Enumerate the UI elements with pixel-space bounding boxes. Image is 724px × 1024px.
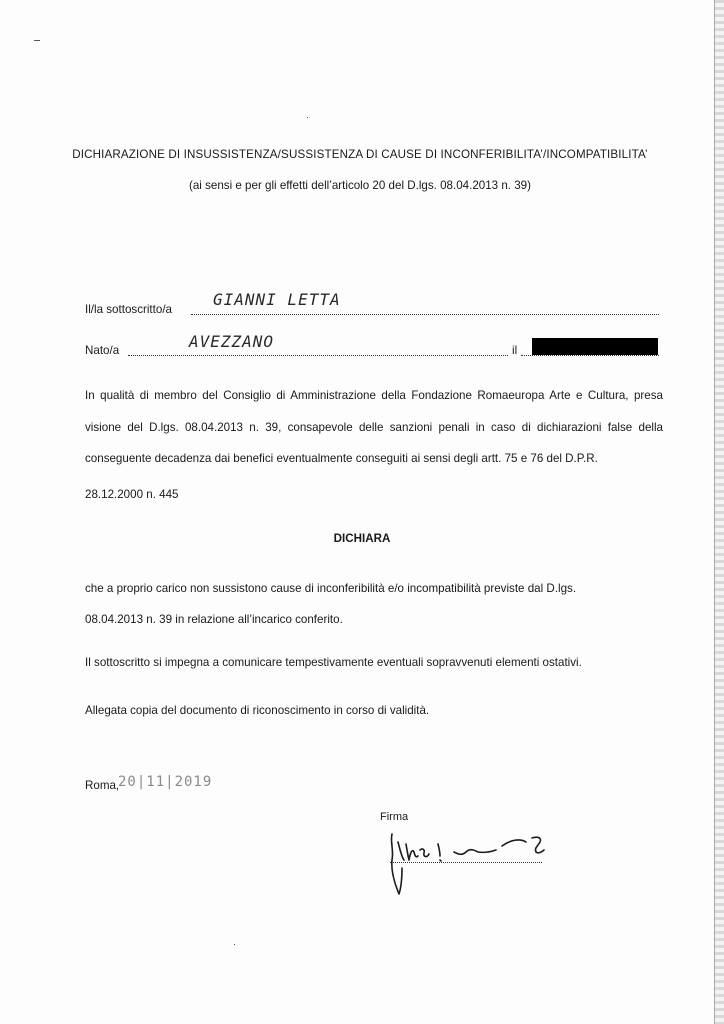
name-dotted-line bbox=[191, 314, 659, 315]
date-handwritten: 20|11|2019 bbox=[118, 774, 213, 790]
document-subtitle: (ai sensi e per gli effetti dell’articolo 20 del D.lgs. 08.04.2013 n. 39) bbox=[188, 179, 531, 192]
birthdate-dotted-line bbox=[521, 355, 659, 356]
handwritten-signature bbox=[380, 820, 580, 900]
born-handwritten: AVEZZANO bbox=[189, 332, 275, 351]
commitment-paragraph: Il sottoscritto si impegna a comunicare tempestivamente eventuali sopravvenuti elementi ostativi. bbox=[85, 656, 582, 669]
intro-paragraph-end: 28.12.2000 n. 445 bbox=[85, 488, 179, 501]
declaration-paragraph: che a proprio carico non sussistono cause di inconferibilità e/o incompatibilità previste dal D.lgs. bbox=[85, 582, 577, 595]
scan-speck bbox=[34, 40, 40, 41]
name-label: Il/la sottoscritto/a bbox=[85, 303, 172, 316]
attachment-paragraph: Allegata copia del documento di riconoscimento in corso di validità. bbox=[85, 704, 430, 717]
signature-label: Firma bbox=[380, 811, 409, 823]
redaction-box bbox=[532, 338, 658, 355]
name-handwritten: GIANNI LETTA bbox=[213, 290, 341, 309]
declaration-paragraph-end: 08.04.2013 n. 39 in relazione all’incarico conferito. bbox=[85, 613, 343, 626]
intro-paragraph: In qualità di membro del Consiglio di Amministrazione della Fondazione Romaeuropa Arte e Cultura, presa visione del D.lgs. 08.04.2013 n. 39, consapevole delle sanzioni penali in caso di dichiarazioni false della conseguente decadenza dai benefici eventualmente conseguiti ai sensi degli artt. 75 e 76 del D.P.R. bbox=[85, 389, 663, 465]
scan-speck bbox=[307, 117, 308, 118]
scan-speck bbox=[234, 944, 235, 945]
born-dotted-line bbox=[128, 355, 508, 356]
document-title: DICHIARAZIONE DI INSUSSISTENZA/SUSSISTENZA DI CAUSE DI INCONFERIBILITA’/INCOMPATIBILITA’ bbox=[72, 148, 648, 161]
declares-heading: DICHIARA bbox=[333, 532, 391, 545]
scan-edge bbox=[714, 0, 724, 1024]
scan-edge-line bbox=[714, 0, 715, 1024]
place-label: Roma, bbox=[85, 779, 120, 792]
birthdate-label: il bbox=[512, 344, 518, 357]
born-label: Nato/a bbox=[85, 344, 120, 357]
